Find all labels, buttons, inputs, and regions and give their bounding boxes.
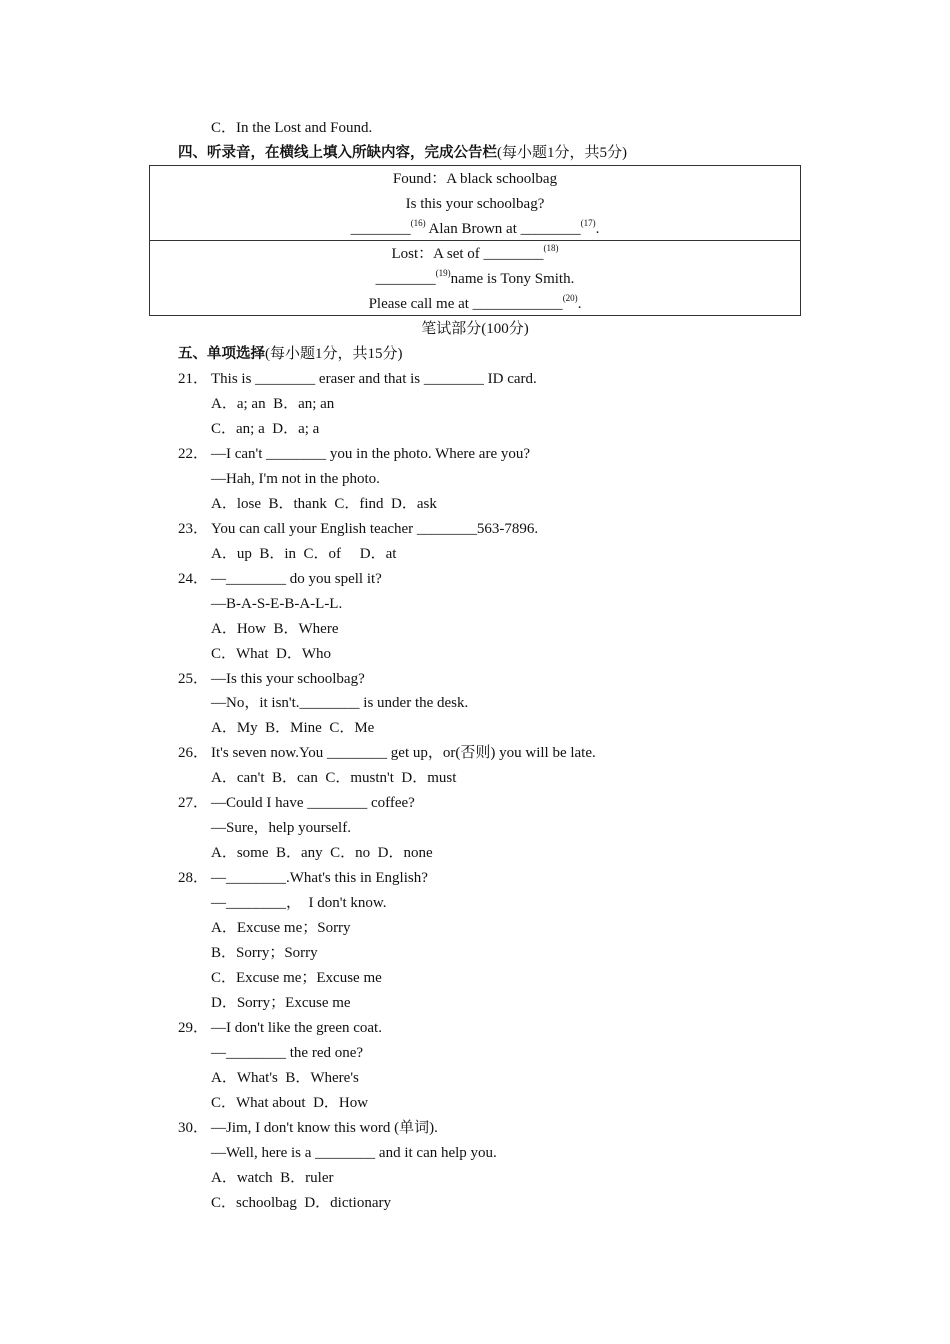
question-line: B．Sorry；Sorry	[211, 945, 318, 962]
question-line: —________， I don't know.	[211, 895, 387, 912]
section-5-score: (每小题1分，共15分)	[265, 346, 403, 362]
blank-16: ________	[350, 221, 411, 237]
section-4-heading	[178, 143, 627, 163]
question-number: 22．	[178, 445, 209, 462]
question-line: C．What D．Who	[211, 645, 331, 662]
question-stem: —________ do you spell it?	[211, 570, 382, 587]
section-5-title: 五、单项选择	[178, 346, 265, 362]
question-stem: It's seven now.You ________ get up，or(否则) you will be late.	[211, 745, 596, 762]
lost-line-1	[150, 244, 800, 264]
question-line: A．a; an B．an; an	[211, 395, 335, 412]
blank-number-16: (16)	[410, 218, 426, 228]
question-line: —Hah, I'm not in the photo.	[211, 470, 380, 487]
blank-number-18: (18)	[543, 243, 559, 253]
question-number: 27．	[178, 795, 209, 812]
question-line: C．Excuse me；Excuse me	[211, 970, 382, 987]
section-4-score: (每小题1分，共5分)	[497, 145, 627, 161]
question-number: 28．	[178, 870, 209, 887]
question-line: —Well, here is a ________ and it can help you.	[211, 1144, 497, 1161]
question-number: 21．	[178, 371, 209, 387]
found-notice-box	[149, 165, 801, 241]
question-stem: —Could I have ________ coffee?	[211, 795, 415, 812]
question-line: A．Excuse me；Sorry	[211, 920, 351, 937]
question-line: C．schoolbag D．dictionary	[211, 1194, 391, 1211]
question-line: A．up B．in C．of D．at	[211, 545, 397, 562]
found-line-3	[150, 219, 800, 239]
blank-19: ________	[375, 271, 436, 287]
found-line-1: Found：A black schoolbag	[392, 171, 558, 187]
lost-line-3-end: .	[577, 296, 582, 312]
section-4-title: 四、听录音，在横线上填入所缺内容，完成公告栏	[178, 145, 497, 161]
question-number: 25．	[178, 670, 209, 687]
question-line: A．What's B．Where's	[211, 1069, 359, 1086]
question-stem: —Jim, I don't know this word (单词).	[211, 1119, 438, 1136]
lost-line-2	[150, 269, 800, 289]
question-line: A．lose B．thank C．find D．ask	[211, 495, 437, 512]
question-number: 23．	[178, 520, 209, 537]
question-stem: —I can't ________ you in the photo. Where are you?	[211, 445, 531, 462]
written-part-heading: 笔试部分(100分)	[421, 321, 529, 337]
found-line-3-end: .	[595, 221, 600, 237]
section-5-heading	[178, 344, 403, 364]
question-line: C．an; a D．a; a	[211, 420, 320, 437]
question-line: A．My B．Mine C．Me	[211, 720, 375, 737]
question-stem: This is ________ eraser and that is ________ ID card.	[211, 371, 537, 387]
lost-notice-box	[149, 240, 801, 316]
prev-question-option: C．In the Lost and Found.	[211, 120, 373, 136]
question-line: A．watch B．ruler	[211, 1169, 334, 1186]
question-stem: —________.What's this in English?	[211, 870, 428, 887]
question-stem: —Is this your schoolbag?	[211, 670, 365, 687]
question-line: —B-A-S-E-B-A-L-L.	[211, 595, 343, 612]
lost-line-3	[150, 294, 800, 314]
blank-number-17: (17)	[580, 218, 596, 228]
lost-line-3-text: Please call me at ____________	[368, 296, 563, 312]
question-line: —Sure，help yourself.	[211, 820, 351, 837]
question-line: —No，it isn't.________ is under the desk.	[211, 695, 469, 712]
question-line: A．How B．Where	[211, 620, 339, 637]
lost-line-1-text: Lost：A set of ________	[391, 246, 544, 262]
lost-line-2-text: name is Tony Smith.	[450, 271, 575, 287]
question-line: A．can't B．can C．mustn't D．must	[211, 770, 457, 787]
found-line-2: Is this your schoolbag?	[405, 196, 545, 212]
question-line: D．Sorry；Excuse me	[211, 995, 351, 1011]
question-line: —________ the red one?	[211, 1044, 364, 1061]
question-line: C．What about D．How	[211, 1094, 369, 1111]
blank-number-19: (19)	[435, 268, 451, 278]
question-stem: —I don't like the green coat.	[211, 1019, 382, 1036]
question-number: 24．	[178, 570, 209, 587]
question-number: 29．	[178, 1019, 209, 1036]
found-line-3-middle: Alan Brown at ________	[425, 221, 581, 237]
question-stem: You can call your English teacher ________563-7896.	[211, 520, 539, 537]
question-number: 26．	[178, 745, 209, 762]
blank-number-20: (20)	[562, 293, 578, 303]
question-line: A．some B．any C．no D．none	[211, 845, 433, 862]
question-number: 30．	[178, 1119, 209, 1136]
